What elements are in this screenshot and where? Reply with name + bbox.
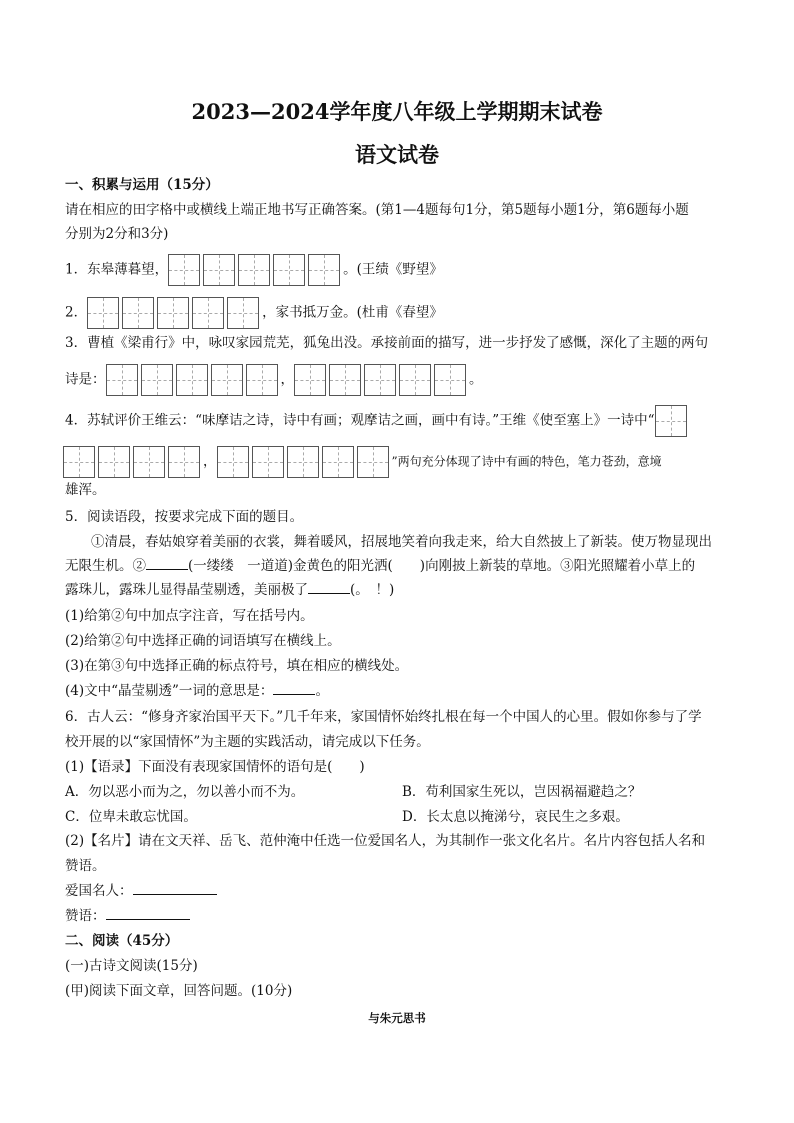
question-1 [65,254,443,286]
q5-sub4 [65,680,329,702]
q3-line1: 3．曹植《梁甫行》中，咏叹家园荒芜，狐兔出没。承接前面的描写，进一步抒发了感慨，深化了主题的两句 [65,335,709,351]
q6-option-c[interactable]: C．位卑未敢忘忧国。 [65,809,197,825]
q3-end: 。 [469,371,483,388]
article-title: 与朱元思书 [368,1011,426,1025]
q6-praise-row [65,905,190,927]
section2-sub2: (甲)阅读下面文章，回答问题。(10分) [65,983,293,999]
page-subtitle: 语文试卷 [355,142,439,167]
q3-answer-grid-1[interactable] [106,364,281,396]
question-2 [65,297,443,329]
question-4-line2 [65,446,662,478]
q5-passage-line1: ①清晨，春姑娘穿着美丽的衣裳，舞着暖风，招展地笑着向我走来，给大自然披上了新装。使万物显现出 [91,534,712,550]
q6-option-b[interactable]: B．苟利国家生死以，岂因祸福避趋之？ [402,784,642,800]
q3-comma: ， [280,371,294,388]
q1-source: 。(王绩《野望》 [343,261,443,278]
q4-comma: ， [203,453,217,470]
section1-heading: 一、积累与运用（15分） [65,177,219,193]
q3-answer-grid-2[interactable] [294,364,469,396]
q4-answer-grid-0[interactable] [655,405,690,437]
q5-passage-line3 [65,579,394,601]
q5-p2b: (一缕缕 一道道)金黄色的阳光洒( )向刚披上新装的草地。③阳光照耀着小草上的 [188,558,696,574]
section1-intro-line1: 请在相应的田字格中或横线上端正地书写正确答案。(第1—4题每句1分，第5题每小题1分，第6题每小题 [65,202,689,218]
q5-passage-line2 [65,555,695,577]
q6-option-a[interactable]: A．勿以恶小而为之，勿以善小而不为。 [65,784,305,800]
q6-line2: 校开展的以“家国情怀”为主题的实践活动，请完成以下任务。 [65,734,430,750]
q6-name-row [65,880,217,902]
q5-heading: 5．阅读语段，按要求完成下面的题目。 [65,509,304,525]
q5-sub1: (1)给第②句中加点字注音，写在括号内。 [65,608,314,624]
q2-answer-grid[interactable] [87,297,262,329]
q4-after: ”两句充分体现了诗中有画的特色，笔力苍劲，意境 [391,454,662,469]
q6-praise-blank[interactable] [106,905,190,920]
question-4-line1 [65,405,690,437]
q4-answer-grid-1[interactable] [63,446,203,478]
q5-blank-word[interactable] [146,555,188,570]
q5-sub4-text: (4)文中“晶莹剔透”一词的意思是： [65,683,274,699]
section2-sub1: (一)古诗文阅读(15分) [65,958,198,974]
q5-sub4-blank[interactable] [273,680,315,695]
q6-name-blank[interactable] [133,880,217,895]
page-title: 2023—2024学年度八年级上学期期末试卷 [191,99,603,124]
q5-sub4-end: 。 [315,683,329,699]
q1-answer-grid[interactable] [168,254,343,286]
q5-p3b: (。 ！) [350,582,395,598]
q5-sub3: (3)在第③句中选择正确的标点符号，填在相应的横线处。 [65,658,409,674]
q3-prefix: 诗是： [65,371,106,388]
question-3-answer [65,364,483,396]
q2-number: 2． [65,304,88,321]
q6-sub2-line1: (2)【名片】请在文天祥、岳飞、范仲淹中任选一位爱国名人，为其制作一张文化名片。名片内容包括人名和 [65,833,706,849]
q6-sub1: (1)【语录】下面没有表现家国情怀的语句是( ) [65,759,365,775]
q6-praise-label: 赞语： [65,908,106,924]
q5-p2a: 无限生机。② [65,558,146,574]
q6-sub2-line2: 赞语。 [65,858,106,874]
q2-source: ，家书抵万金。(杜甫《春望》 [262,304,443,321]
q6-line1: 6．古人云：“修身齐家治国平天下。”几千年来，家国情怀始终扎根在每一个中国人的心里。假如你参与了学 [65,709,702,725]
q1-prompt: 1．东皋薄暮望， [65,261,169,278]
q6-name-label: 爱国名人： [65,883,133,899]
q5-sub2: (2)给第②句中选择正确的词语填写在横线上。 [65,633,341,649]
q5-blank-punct[interactable] [308,579,350,594]
q4-answer-grid-2[interactable] [217,446,392,478]
q4-line3: 雄浑。 [65,482,106,498]
q4-line1: 4．苏轼评价王维云：“味摩诘之诗，诗中有画；观摩诘之画，画中有诗。”王维《使至塞上》一诗中“ [65,412,655,429]
section1-intro-line2: 分别为2分和3分) [65,226,169,242]
section2-heading: 二、阅读（45分） [65,933,179,949]
q6-option-d[interactable]: D．长太息以掩涕兮，哀民生之多艰。 [402,809,629,825]
q5-p3a: 露珠儿，露珠儿显得晶莹剔透，美丽极了 [65,582,308,598]
